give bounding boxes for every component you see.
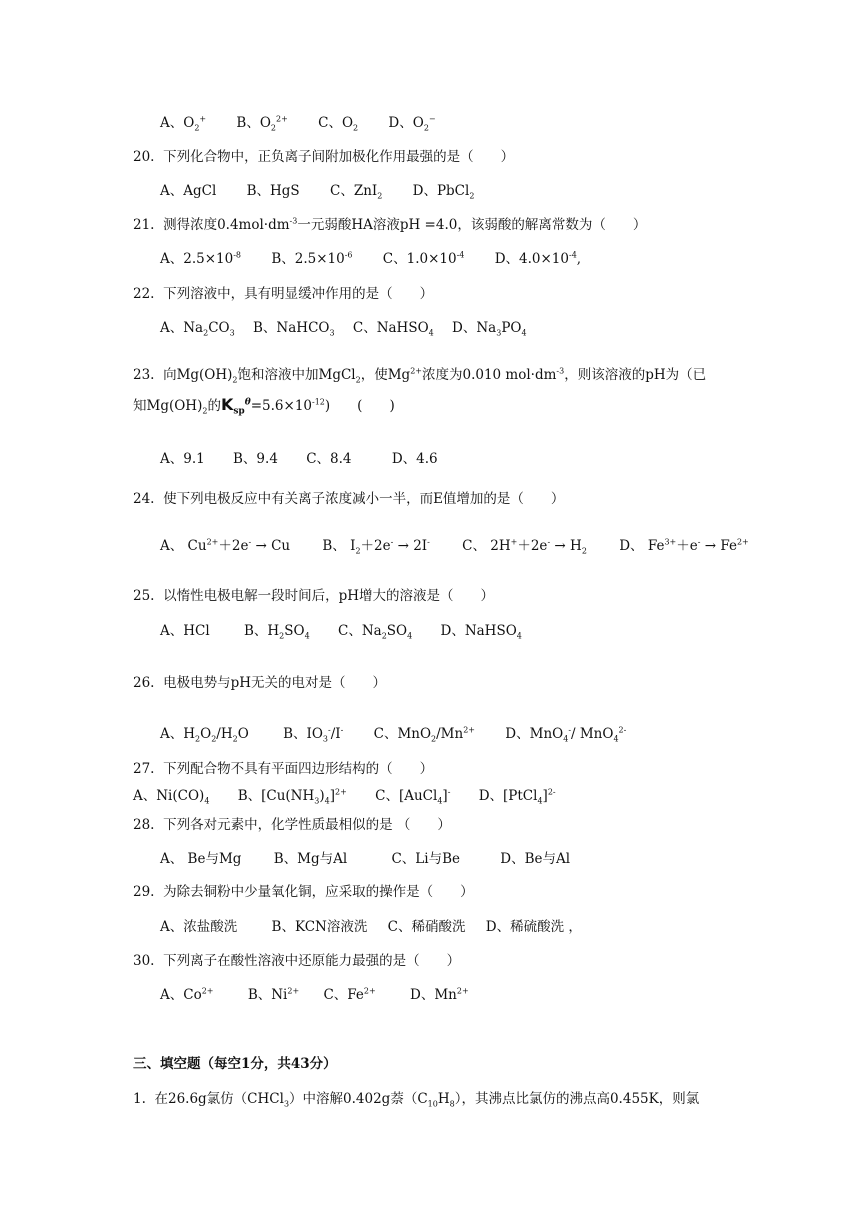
q26-option-b: B、$IO_3^-/I^-$ (283, 725, 344, 744)
q21-options (160, 250, 581, 268)
q22-option-c: C、NaHSO$_4$ (352, 320, 434, 338)
q28-options (160, 850, 570, 868)
q23-option-a: A、9.1 (160, 451, 205, 467)
q22-stem: 22. 下列溶液中，具有明显缓冲作用的是（ ） (133, 286, 434, 302)
q21-option-c: C、$1.0\times 10^{-4}$ (382, 250, 465, 267)
fill1-stem: 1. 在26.6g氯仿（CHCl$_3$）中溶解0.402g萘$(C_{10}H_8)$，其沸点比氯仿的沸点高0.455K，则氯 (133, 1091, 700, 1109)
q28-option-a: A、 Be与Mg (160, 851, 242, 867)
q27-option-c: C、[AuCl$_4$]- (375, 787, 451, 806)
q25-stem: 25. 以惰性电极电解一段时间后，pH增大的溶液是（ ） (133, 588, 494, 604)
q24-option-a: A、 $Cu^{2+}+2e^- \to Cu$ (160, 537, 291, 554)
q21-stem: 21. 测得浓度$0.4mol\cdot dm^{-3}$一元弱酸HA溶液pH =4.0，该弱酸的解离常数为（ ） (133, 216, 647, 233)
q20-option-b: B、HgS (246, 183, 300, 199)
section-heading: 三、填空题（每空1分，共43分） (133, 1056, 337, 1072)
q29-option-a: A、浓盐酸洗 (160, 919, 238, 935)
q28-option-c: C、Li与Be (391, 851, 460, 867)
q19-options (160, 114, 436, 132)
q30-option-b: B、$Ni^{2+}$ (247, 986, 300, 1003)
q23-stem-line2: 知$Mg(OH)_2$的$K_{sp}^\theta=5.6\times 10^{-12}$) ( ) (133, 395, 395, 417)
q27-option-b: B、$[Cu(NH_3)_4]^{2+}$ (237, 787, 347, 806)
q19-option-b: B、$O_2^{2+}$ (236, 114, 288, 133)
q23-option-d: D、4.6 (391, 451, 438, 467)
q25-option-b: B、$H_2SO_4$ (243, 623, 310, 641)
q20-stem: 20. 下列化合物中，正负离子间附加极化作用最强的是（ ） (133, 149, 515, 165)
q21-option-a: A、$2.5\times 10^{-8}$ (160, 250, 242, 267)
q21-option-d: D、$4.0\times 10^{-4}$, (494, 250, 582, 267)
q26-stem: 26. 电极电势与pH无关的电对是（ ） (133, 675, 386, 691)
q21-option-b: B、$2.5\times 10^{-6}$ (271, 250, 353, 267)
q29-option-d: D、稀硫酸洗 ， (485, 919, 582, 935)
q23-options (160, 450, 438, 468)
q20-option-c: C、ZnI$_2$ (329, 183, 383, 201)
q24-options (160, 537, 749, 555)
q29-option-c: C、稀硝酸洗 (387, 919, 466, 935)
q22-option-d: D、$Na_3PO_4$ (452, 320, 527, 338)
q29-option-b: B、KCN溶液洗 (271, 919, 368, 935)
q30-options (160, 986, 469, 1004)
q28-option-d: D、Be与Al (500, 851, 571, 867)
q27-option-a: A、$Ni(CO)_4$ (133, 788, 210, 806)
q24-option-d: D、 $Fe^{3+}+e^- \to Fe^{2+}$ (619, 537, 749, 554)
q27-stem: 27. 下列配合物不具有平面四边形结构的（ ） (133, 761, 434, 777)
q22-option-a: A、$Na_2CO_3$ (160, 320, 235, 338)
q20-option-a: A、AgCl (160, 183, 217, 199)
q23-option-c: C、8.4 (306, 451, 352, 467)
q30-option-a: A、$Co^{2+}$ (160, 986, 214, 1003)
q24-option-b: B、 $I_2+2e^- \to 2I^-$ (322, 537, 430, 556)
q30-stem: 30. 下列离子在酸性溶液中还原能力最强的是（ ） (133, 953, 461, 969)
q27-options (133, 787, 556, 805)
q24-option-c: C、 $2H^++2e^- \to H_2$ (462, 537, 587, 556)
q28-option-b: B、Mg与Al (273, 851, 348, 867)
q20-option-d: D、PbCl$_2$ (412, 183, 475, 201)
q25-option-d: D、NaHSO$_4$ (440, 623, 522, 641)
q29-stem: 29. 为除去铜粉中少量氧化铜，应采取的操作是（ ） (133, 884, 474, 900)
q26-option-c: C、$MnO_2/Mn^{2+}$ (373, 725, 475, 744)
q28-stem: 28. 下列各对元素中，化学性质最相似的是 （ ） (133, 817, 451, 833)
q23-option-b: B、9.4 (233, 451, 278, 467)
q25-option-c: C、$Na_2SO_4$ (337, 623, 413, 641)
q26-option-a: A、$H_2O_2/H_2O$ (160, 726, 249, 744)
q22-option-b: B、NaHCO$_3$ (253, 320, 335, 338)
q25-option-a: A、HCl (160, 623, 210, 639)
q26-options (160, 725, 626, 743)
q19-option-a: A、$O_2^+$ (160, 114, 207, 133)
q30-option-d: D、$Mn^{2+}$ (410, 986, 469, 1003)
q23-stem-line1: 23. 向$Mg(OH)_2$饱和溶液中加MgCl$_2$，使$Mg^{2+}$浓度为0.010 $mol\cdot dm^{-3}$，则该溶液的pH为（已 (133, 366, 707, 385)
q19-option-c: C、$O_2$ (318, 115, 359, 133)
q27-option-d: D、[PtCl$_4$]$^{2-}$ (478, 787, 556, 806)
q22-options (160, 319, 527, 337)
q25-options (160, 622, 522, 640)
q19-option-d: D、$O_2^-$ (388, 114, 436, 133)
q29-options (160, 918, 582, 936)
q20-options (160, 182, 474, 200)
q30-option-c: C、$Fe^{2+}$ (323, 986, 376, 1003)
q26-option-d: D、MnO$_4$-/ MnO$_4^{2-}$ (505, 725, 627, 744)
q24-stem: 24. 使下列电极反应中有关离子浓度减小一半，而E值增加的是（ ） (133, 491, 565, 507)
